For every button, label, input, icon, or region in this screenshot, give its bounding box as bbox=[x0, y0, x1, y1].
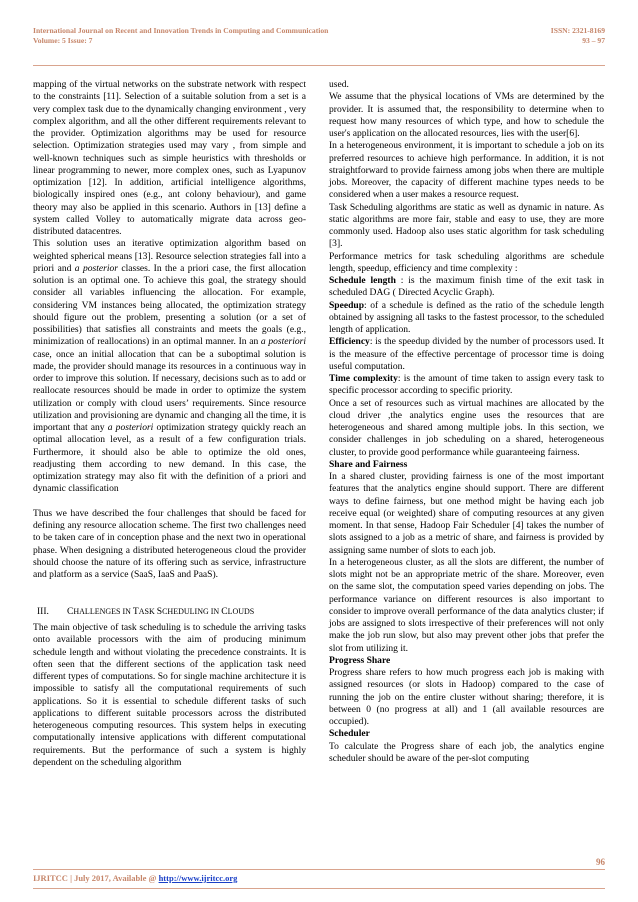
paragraph: This solution uses an iterative optimization algorithm based on weighted spherical means [13]. Resource selection strategies fall into a priori and a posterior classes. In the a priori case, the first allocation solution is an optimal one. To achieve this goal, the strategy should consider all variables influencing the allocation. For example, considering VM instances being allocated, the optimization strategy should figure out the problem, presenting a solution (or a set of possibilities) that satisfies all constraints and meets the goals (e.g., minimization of reallocations) in an optimal manner. In an a posteriori case, once an initial allocation that can be a suboptimal solution is made, the provider should manage its resources in a continuous way in order to improve this solution. If necessary, decisions such as to add or reallocate resources should be made in order to optimize the system utilization or comply with cloud users’ requirements. Since resource utilization and provisioning are dynamic and changing all the time, it is important that any a posteriori optimization strategy quickly reach an optimal allocation level, as a result of a few configuration trials. Furthermore, it should also be able to optimize the old ones, readjusting them according to new demand. In this case, the optimization strategy may also fit with the definition of a priori and dynamic classification bbox=[33, 238, 306, 495]
definition-time-complexity: Time complexity: is the amount of time taken to assign every task to specific processor according to specific priority. bbox=[329, 373, 605, 397]
header-right bbox=[551, 26, 605, 46]
paragraph: We assume that the physical locations of VMs are determined by the provider. It is assumed that, the responsibility to determine when to request how many resources of which type, and how to schedule the user's application on the allocated resources, lies with the user[6]. bbox=[329, 91, 604, 139]
paragraph: In a heterogeneous cluster, as all the slots are different, the number of slots might not be an appropriate metric of the share. Moreover, even on the same slot, the computation speed varies depending on jobs. The performance variance on different resources is also important to consider to improve overall performance of the data analytics cluster; if jobs are assigned to slots irrespective of their preferences will not only make the job run slow, but also may prevent other jobs that prefer the slot from utilizing it. bbox=[329, 556, 604, 654]
paragraph: Once a set of resources such as virtual machines are allocated by the cloud driver ,the analytics engine uses the resources that are heterogeneous and shared among multiple jobs. In this section, we consider challenges in job scheduling on a shared, heterogeneous cluster, to provide good performance while guaranteeing fairness. bbox=[329, 397, 604, 458]
paragraph: used. bbox=[329, 79, 349, 90]
footer: IJRITCC | July 2017, Available @ http://www.ijritcc.org bbox=[33, 873, 238, 883]
paragraph: Progress share refers to how much progress each job is making with assigned resources (or slots in Hadoop) compared to the case of running the job on the entire cluster without sharing; therefore, it is between 0 (no progress at all) and 1 (all available resources are occupied). bbox=[329, 667, 604, 727]
paragraph: In a heterogeneous environment, it is important to schedule a job on its preferred resources to achieve high performance. In addition, it is not straightforward to provide fairness among jobs when there are multiple jobs. Moreover, the capacity of different machine types needs to be considered when a user makes a resource request. bbox=[329, 140, 604, 201]
paragraph: Task Scheduling algorithms are static as well as dynamic in nature. As static algorithms are more fair, stable and easy to use, they are more commonly used. Hadoop also uses static algorithm for task scheduling [3]. bbox=[329, 201, 604, 250]
page-number: 96 bbox=[596, 857, 605, 867]
left-column bbox=[33, 79, 306, 769]
definition-speedup: Speedup: of a schedule is defined as the ratio of the schedule length obtained by assigning all tasks to the fastest processor, to the scheduled length of application. bbox=[329, 299, 604, 335]
paragraph: Performance metrics for task scheduling algorithms are schedule length, speedup, efficiency and time complexity : bbox=[329, 250, 604, 274]
subheading-share-fairness: Share and Fairness bbox=[329, 458, 408, 470]
paragraph: mapping of the virtual networks on the substrate network with respect to the constraints [11]. Selection of a suitable solution from a set is a very complex task due to the dynamically changing environment , very complex algorithm, and all the other different requirements relevant to the provider. Optimization algorithms may be used for resource selection. Optimization strategies used may vary , from simple and well-known techniques such as simple heuristics with thresholds or linear programming to newer, more complex ones, such as Lyapunov optimization [12]. In addition, artificial intelligence algorithms, biologically inspired ones (e.g., ant colony behaviour), and game theory may also be applied in this scenario. Authors in [13] define a system called Volley to automatically migrate data across geo-distributed datacentres. bbox=[33, 79, 306, 237]
paragraph: In a shared cluster, providing fairness is one of the most important features that the analytics engine should support. There are different ways to define fairness, but one method might be having each job receive equal (or weighted) share of computing resources at any given moment. In that sense, Hadoop Fair Scheduler [4] takes the number of slots assigned to a job as a metric of share, and fairness is provided by assigning same number of slots to each job. bbox=[329, 471, 604, 556]
paragraph: The main objective of task scheduling is to schedule the arriving tasks onto available processors with the aim of producing minimum schedule length and without violating the precedence constraints. It is often seen that the different sections of the application task need different types of computations. So for single machine architecture it is impossible to satisfy all the computational requirements of such applications. So it is essential to schedule different tasks of such applications to different suitable processors across the distributed heterogeneous computing resources. This system helps in executing computationally intensive applications with different computational requirements. But the performance of such a system is highly dependent on the scheduling algorithm bbox=[33, 622, 306, 768]
subheading-scheduler: Scheduler bbox=[329, 728, 370, 740]
right-column bbox=[329, 79, 604, 765]
definition-efficiency: Efficiency: is the speedup divided by the number of processors used. It is the measure of the effective percentage of processor time is doing useful computation. bbox=[329, 336, 604, 372]
footer-bottom-rule bbox=[33, 888, 605, 889]
definition-schedule-length: Schedule length : is the maximum finish time of the exit task in scheduled DAG ( Directed Acyclic Graph). bbox=[329, 275, 604, 299]
page-header bbox=[33, 26, 605, 54]
page-range: 93 – 97 bbox=[582, 36, 605, 45]
subheading-progress-share: Progress Share bbox=[329, 654, 391, 666]
volume-issue: Volume: 5 Issue: 7 bbox=[33, 36, 93, 45]
footer-rule bbox=[33, 869, 605, 870]
paragraph: To calculate the Progress share of each job, the analytics engine scheduler should be aware of the per-slot computing bbox=[329, 740, 604, 764]
journal-title: International Journal on Recent and Innovation Trends in Computing and Communication bbox=[33, 26, 329, 35]
journal-link[interactable]: http://www.ijritcc.org bbox=[158, 873, 238, 883]
paragraph: Thus we have described the four challenges that should be faced for defining any resource allocation scheme. The first two challenges need to be taken care of in conception phase and the next two in operational phase. When designing a distributed heterogeneous cloud the provider should choose the nature of its offering such as service, infrastructure and platform as a service (SaaS, IaaS and PaaS). bbox=[33, 507, 306, 580]
header-rule bbox=[33, 65, 605, 66]
section-heading: III. CHALLENGES IN TASK SCHEDULING IN CLOUDS bbox=[37, 605, 255, 617]
issn: ISSN: 2321-8169 bbox=[550, 26, 605, 35]
header-left bbox=[33, 26, 328, 46]
